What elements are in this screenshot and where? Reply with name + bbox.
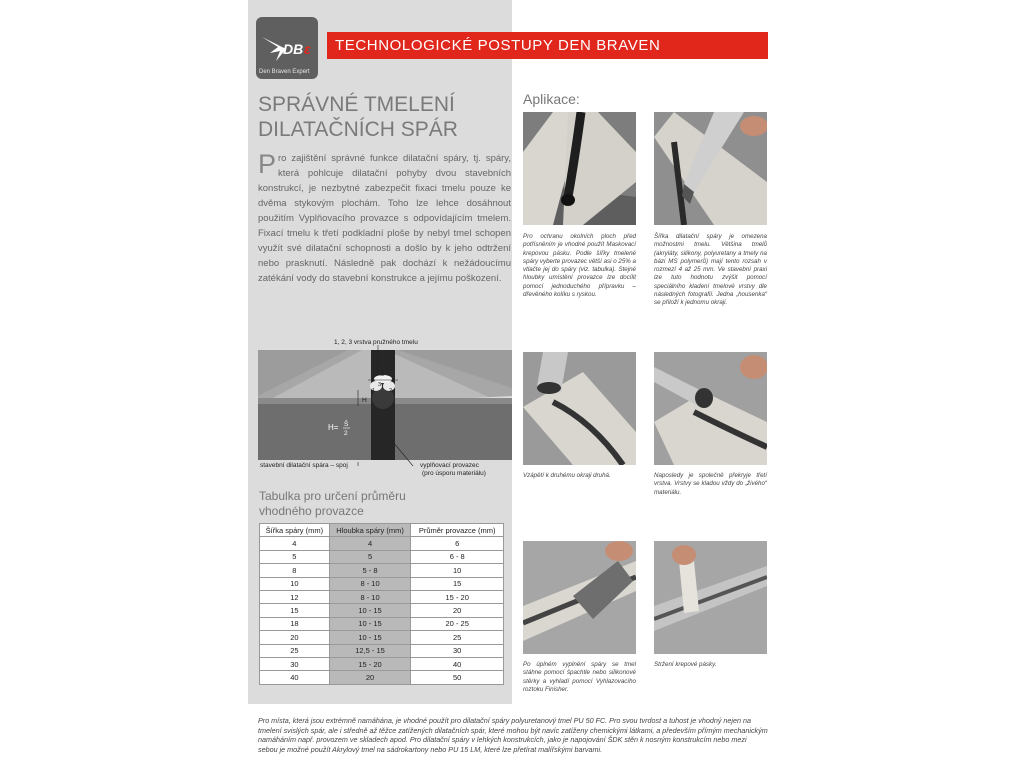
logo-caption: Den Braven Expert [259,69,310,75]
cell-width: 20 [260,631,330,644]
title-line-2: DILATAČNÍCH SPÁR [258,118,458,141]
page-title [258,92,508,142]
svg-text:ε: ε [304,41,311,57]
table-row [260,537,504,550]
header-depth: Hloubka spáry (mm) [329,524,411,537]
brand-logo [256,17,318,79]
cell-width: 5 [260,550,330,563]
caption-step-4: Naposledy je společně překryje třetí vrstva. Vrstvy se kladou vždy do „živého“ materiálu. [654,472,767,496]
joint-diagram [258,336,512,482]
table-row [260,550,504,563]
formula-h: H= [328,423,339,432]
cell-width: 18 [260,617,330,630]
cell-width: 10 [260,577,330,590]
photo-step-6 [654,541,767,654]
caption-step-5: Po úplném vyplnění spáry se tmel stáhne pomocí špachtle nebo silikonové stěrky a vyhladí pomocí Vyhlazovacího roztoku Finisher. [523,661,636,693]
table-row [260,577,504,590]
cell-diameter: 30 [411,644,504,657]
cell-width: 12 [260,590,330,603]
cell-diameter: 20 - 25 [411,617,504,630]
cell-width: 4 [260,537,330,550]
photo-step-4 [654,352,767,465]
cell-width: 30 [260,657,330,670]
cell-diameter: 10 [411,564,504,577]
dropcap: P [258,149,277,179]
cell-width: 8 [260,564,330,577]
cell-diameter: 6 - 8 [411,550,504,563]
cell-depth: 12,5 - 15 [329,644,411,657]
cell-depth: 5 - 8 [329,564,411,577]
photo-step-2 [654,112,767,225]
cell-depth: 20 [329,671,411,684]
cell-depth: 10 - 15 [329,604,411,617]
logo-mark: DB [283,41,304,57]
caption-step-3: Vzápětí k druhému okraji druhá. [523,472,611,479]
intro-text: ro zajištění správné funkce dilatační spáry, tj. spáry, která pohlcuje dilatační pohyby dvou stavebních konstrukcí, je nezbytné zabezpečit fixaci tmelu pouze ke dvěma stykovým plochám. Toho lze lehce dosáhnout použitím Vyplňovacího provazce s odpovídajícím tmelem. Fixací tmelu k třetí podkladní ploše by nebyl tmel schopen využít své dilatační schopnosti a došlo by k jeho odtržení nebo prasknutí. Následně pak dochází k nežádoucímu zatékání vody do stavební konstrukce a jejímu poškození. [258,153,511,284]
title-line-1: SPRÁVNÉ TMELENÍ [258,93,455,116]
table-row [260,590,504,603]
layer-number-2: 2 [389,388,393,394]
cell-depth: 10 - 15 [329,631,411,644]
table-row [260,657,504,670]
rope-label-line2: (pro úsporu materiálu) [422,470,486,477]
table-row [260,564,504,577]
table-row [260,671,504,684]
footer-note: Pro místa, která jsou extrémně namáhána, je vhodné použít pro dilatační spáry polyuretanový tmel PU 50 FC. Pro svou tvrdost a tuhost je vhodný nejen na tmelení svislých spár, ale i středně až těžce zatížených dilatačních spár, které mohou být navíc zatíženy chemickými látkami, a především přímým mechanickým namáháním např. provozem ve skladech apod. Pro dilatační spáry v lehkých konstrukcích, jako je napojování ŠDK stěn k nosným konstrukcím nebo mezi sebou je možné použít Akrylový tmel na sádrokartony nebo PU 15 LM, které lze přetírat malířskými barvami. [258,716,768,754]
table-header-row [260,524,504,537]
table-row [260,617,504,630]
table-title-line-1: Tabulka pro určení průměru [259,489,406,503]
rope-diameter-table [259,523,504,685]
table-title-line-2: vhodného provazce [259,504,364,518]
cell-depth: 5 [329,550,411,563]
header-width: Šířka spáry (mm) [260,524,330,537]
diagram-layers-label: 1, 2, 3 vrstva pružného tmelu [334,339,418,346]
layer-number-3: 3 [378,382,382,388]
cell-diameter: 15 - 20 [411,590,504,603]
banner-title: TECHNOLOGICKÉ POSTUPY DEN BRAVEN [335,37,661,54]
cell-diameter: 50 [411,671,504,684]
diagram-height-label: H [362,397,367,404]
table-row [260,604,504,617]
cell-diameter: 15 [411,577,504,590]
cell-depth: 8 - 10 [329,590,411,603]
formula-denominator: 2 [344,430,348,437]
header-diameter: Průměr provazce (mm) [411,524,504,537]
cell-diameter: 25 [411,631,504,644]
application-title: Aplikace: [523,91,580,107]
cell-diameter: 40 [411,657,504,670]
caption-step-2: Šířka dilatační spáry je omezena možnostmi tmelu. Většina tmelů (akryláty, silikony, polyuretany a tmely na bázi MS polymerů) mají tento rozsah v rozmezí 4 až 25 mm. Ve stavební praxi lze tuto hodnotu zvýšit pomocí speciálního kladení tmelové vrstvy dle následných fotografií. Jedna „housenka“ se přiloží k jednomu okraji. [654,233,767,307]
cell-width: 40 [260,671,330,684]
joint-label: stavební dilatační spára – spoj [260,462,348,469]
cell-width: 25 [260,644,330,657]
cell-width: 15 [260,604,330,617]
table-title [259,489,499,519]
cell-diameter: 20 [411,604,504,617]
header-banner [327,32,768,59]
cell-depth: 10 - 15 [329,617,411,630]
photo-step-3 [523,352,636,465]
caption-step-1: Pro ochranu okolních ploch před potřísněním je vhodné použít Maskovací krepovou pásku. Podle šířky tmelené spáry vyberte provazec větší asi o 25% a vtlačte jej do spáry (viz. tabulka). Stejné hloubky umístění provazce lze docílit pomocí jednoduchého přípravku – dřevěného kolíku s ryskou. [523,233,636,299]
diagram-width-label: Š [380,371,385,378]
cell-diameter: 6 [411,537,504,550]
formula-numerator: Š [344,421,349,428]
photo-step-5 [523,541,636,654]
cell-depth: 4 [329,537,411,550]
caption-step-6: Stržení krepové pásky. [654,661,717,668]
rope-label-line1: vyplňovací provazec [420,462,479,469]
cell-depth: 15 - 20 [329,657,411,670]
cell-depth: 8 - 10 [329,577,411,590]
table-row [260,644,504,657]
table-row [260,631,504,644]
photo-step-1 [523,112,636,225]
intro-paragraph [258,151,511,286]
layer-number-1: 1 [372,388,376,394]
